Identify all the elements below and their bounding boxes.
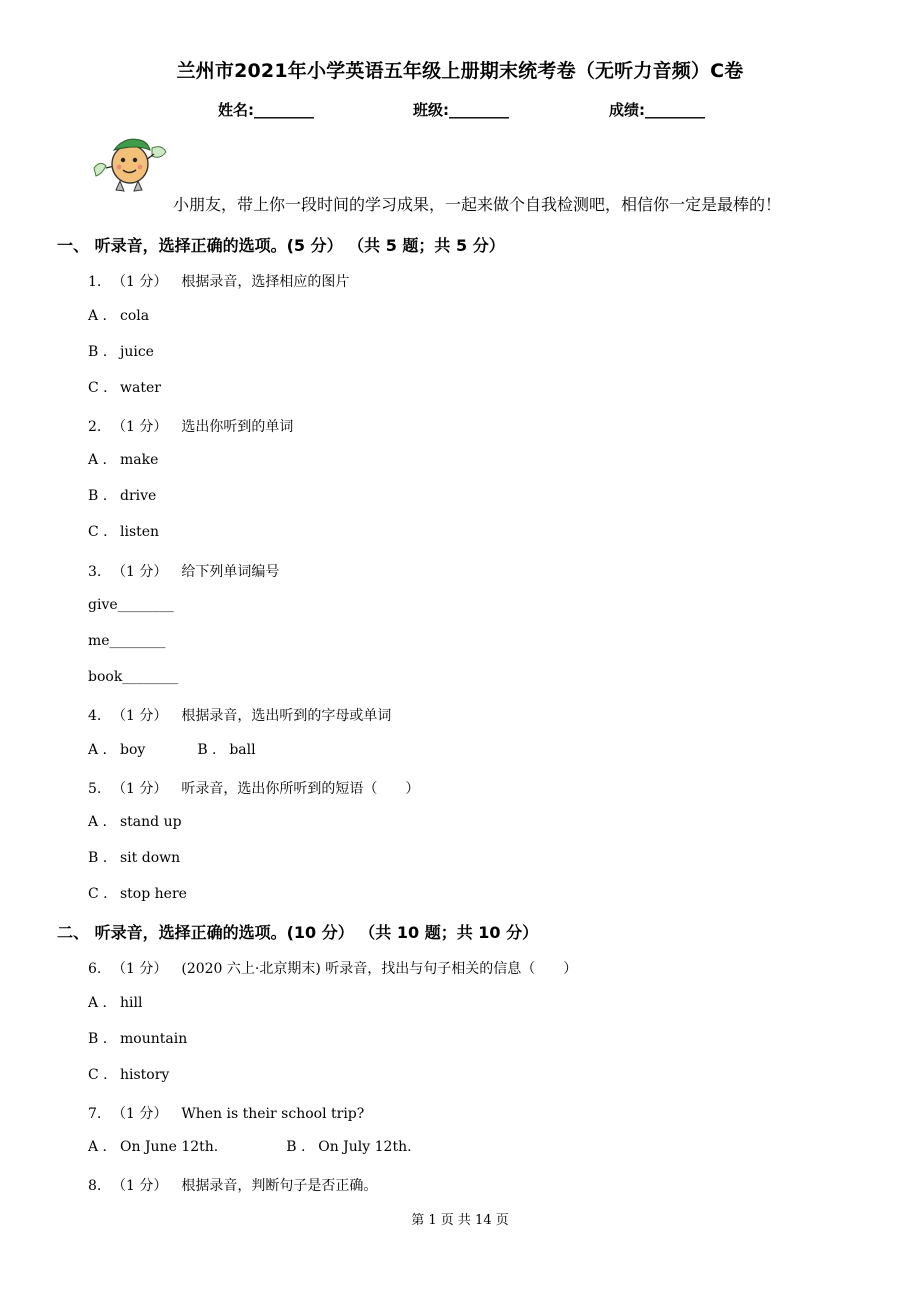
- option-text: stand up: [120, 814, 182, 830]
- question-1-option-c[interactable]: [88, 380, 161, 396]
- question-number: 4.: [88, 708, 102, 724]
- option-letter: A .: [88, 452, 108, 468]
- question-number: 8.: [88, 1178, 102, 1194]
- question-2-option-c[interactable]: [88, 524, 159, 540]
- name-field: 姓名:________: [218, 101, 314, 119]
- question-score: （1 分）: [112, 708, 168, 724]
- page-title: 兰州市2021年小学英语五年级上册期末统考卷（无听力音频）C卷: [176, 60, 744, 82]
- option-text: cola: [120, 308, 150, 324]
- page-footer: 第 1 页 共 14 页: [411, 1213, 509, 1228]
- question-text: 根据录音，判断句子是否正确。: [181, 1178, 378, 1194]
- option-letter: B .: [286, 1139, 306, 1155]
- question-4-option-a[interactable]: [88, 742, 145, 758]
- question-number: 3.: [88, 564, 102, 580]
- question-score: （1 分）: [112, 1178, 168, 1194]
- option-text: hill: [120, 995, 143, 1011]
- question-2-option-a[interactable]: [88, 452, 158, 468]
- question-5-option-b[interactable]: [88, 850, 180, 866]
- question-4-options: [88, 742, 256, 758]
- score-field: 成绩:________: [609, 101, 705, 119]
- option-letter: C .: [88, 886, 108, 902]
- option-text: mountain: [120, 1031, 188, 1047]
- question-number: 1.: [88, 274, 102, 290]
- question-6-option-b[interactable]: [88, 1031, 187, 1047]
- question-6: [88, 958, 577, 978]
- option-text: listen: [120, 524, 160, 540]
- question-text: When is their school trip?: [181, 1106, 365, 1122]
- question-8: [88, 1175, 377, 1195]
- option-letter: A .: [88, 742, 108, 758]
- question-7-option-b[interactable]: [286, 1139, 411, 1155]
- option-text: ball: [229, 742, 256, 758]
- question-number: 6.: [88, 961, 102, 977]
- option-text: On June 12th.: [120, 1139, 219, 1155]
- question-number: 7.: [88, 1106, 102, 1122]
- question-text: 根据录音，选出听到的字母或单词: [181, 708, 392, 724]
- question-score: （1 分）: [112, 274, 168, 290]
- option-letter: A .: [88, 308, 108, 324]
- option-text: history: [120, 1067, 170, 1083]
- question-text: 听录音，选出你所听到的短语（ ）: [181, 781, 420, 797]
- option-letter: C .: [88, 1067, 108, 1083]
- option-text: juice: [120, 344, 154, 360]
- question-text: 根据录音，选择相应的图片: [181, 274, 350, 290]
- question-7-options: [88, 1139, 412, 1155]
- question-3-blank-3[interactable]: book________: [88, 669, 179, 685]
- section-1-heading: 一、 听录音，选择正确的选项。(5 分） （共 5 题；共 5 分）: [57, 236, 505, 255]
- question-6-option-a[interactable]: [88, 995, 142, 1011]
- option-text: drive: [120, 488, 157, 504]
- cartoon-mascot-icon: [92, 130, 168, 196]
- option-letter: A .: [88, 995, 108, 1011]
- class-field: 班级:________: [413, 101, 509, 119]
- question-6-option-c[interactable]: [88, 1067, 169, 1083]
- question-1: [88, 271, 349, 291]
- option-letter: C .: [88, 524, 108, 540]
- option-letter: A .: [88, 814, 108, 830]
- question-3: [88, 561, 279, 581]
- student-info-row: [0, 99, 920, 121]
- option-letter: B .: [197, 742, 217, 758]
- question-number: 2.: [88, 419, 102, 435]
- question-text: (2020 六上·北京期末) 听录音，找出与句子相关的信息（ ）: [181, 961, 578, 977]
- option-text: make: [120, 452, 159, 468]
- question-score: （1 分）: [112, 1106, 168, 1122]
- option-text: boy: [120, 742, 146, 758]
- question-text: 给下列单词编号: [181, 564, 280, 580]
- question-3-blank-2[interactable]: me________: [88, 633, 166, 649]
- option-letter: A .: [88, 1139, 108, 1155]
- option-text: water: [120, 380, 161, 396]
- question-5-option-a[interactable]: [88, 814, 182, 830]
- question-number: 5.: [88, 781, 102, 797]
- option-letter: C .: [88, 380, 108, 396]
- question-2-option-b[interactable]: [88, 488, 156, 504]
- question-3-blank-1[interactable]: give________: [88, 597, 174, 613]
- greeting-text: 小朋友，带上你一段时间的学习成果，一起来做个自我检测吧，相信你一定是最棒的！: [173, 195, 782, 214]
- question-1-option-a[interactable]: [88, 308, 149, 324]
- question-score: （1 分）: [112, 781, 168, 797]
- option-text: stop here: [120, 886, 187, 902]
- option-letter: B .: [88, 1031, 108, 1047]
- question-score: （1 分）: [112, 419, 168, 435]
- question-text: 选出你听到的单词: [181, 419, 294, 435]
- question-score: （1 分）: [112, 961, 168, 977]
- question-score: （1 分）: [112, 564, 168, 580]
- question-1-option-b[interactable]: [88, 344, 154, 360]
- question-4-option-b[interactable]: [197, 742, 255, 758]
- question-7: [88, 1103, 364, 1123]
- question-2: [88, 416, 293, 436]
- option-letter: B .: [88, 344, 108, 360]
- question-5-option-c[interactable]: [88, 886, 187, 902]
- question-7-option-a[interactable]: [88, 1139, 218, 1155]
- question-5: [88, 778, 419, 798]
- option-letter: B .: [88, 488, 108, 504]
- section-2-heading: 二、 听录音，选择正确的选项。(10 分） （共 10 题；共 10 分）: [57, 923, 539, 942]
- question-4: [88, 705, 391, 725]
- option-letter: B .: [88, 850, 108, 866]
- option-text: sit down: [120, 850, 181, 866]
- option-text: On July 12th.: [318, 1139, 412, 1155]
